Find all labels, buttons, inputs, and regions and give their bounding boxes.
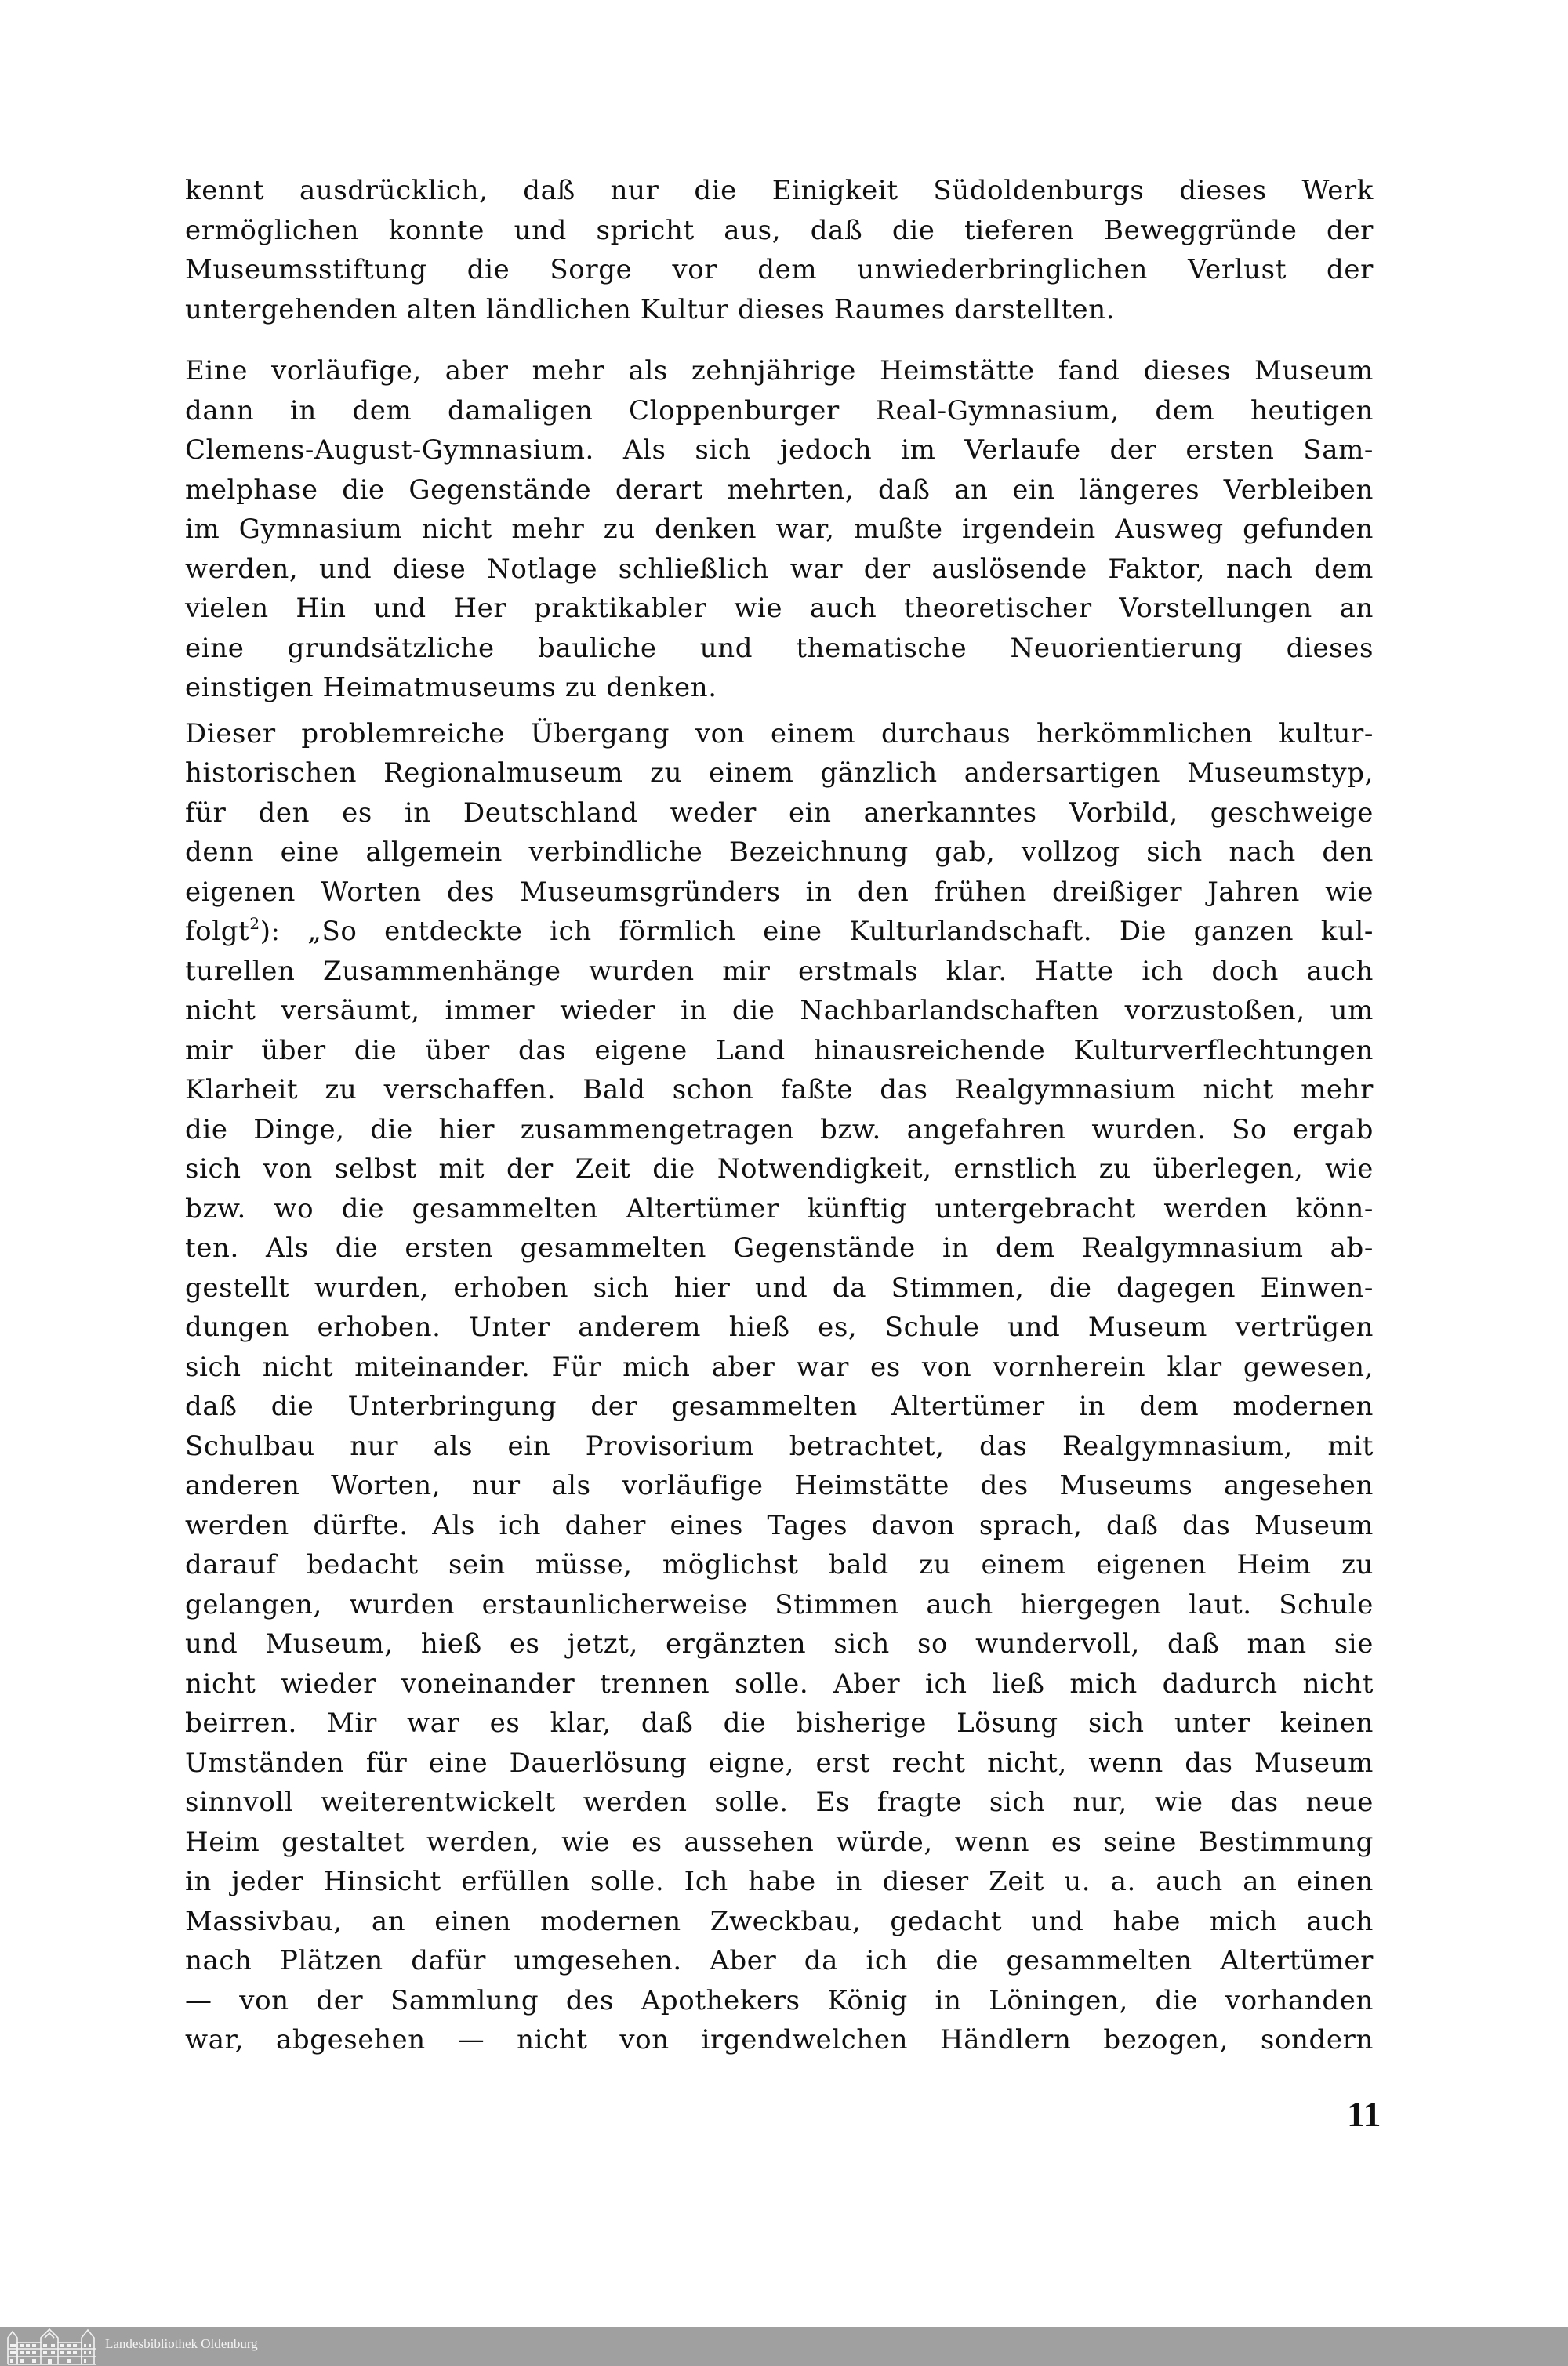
body-text bbox=[185, 171, 1374, 2060]
text-line: sich nicht miteinander. Für mich aber war es von vornherein klar gewesen, bbox=[185, 1351, 1374, 1383]
text-line: melphase die Gegenstände derart mehrten, daß an ein längeres Verbleiben bbox=[185, 474, 1374, 506]
text-line: nicht versäumt, immer wieder in die Nachbarlandschaften vorzustoßen, um bbox=[185, 995, 1374, 1026]
text-line: dungen erhoben. Unter anderem hieß es, Schule und Museum vertrügen bbox=[185, 1312, 1374, 1343]
text-line: Umständen für eine Dauerlösung eigne, erst recht nicht, wenn das Museum bbox=[185, 1747, 1374, 1779]
text-line: kennt ausdrücklich, daß nur die Einigkeit Südoldenburgs dieses Werk bbox=[185, 175, 1374, 206]
text-line: denn eine allgemein verbindliche Bezeichnung gab, vollzog sich nach den bbox=[185, 836, 1374, 868]
text-line: untergehenden alten ländlichen Kultur dieses Raumes darstellten. bbox=[185, 293, 1116, 325]
text-line: ten. Als die ersten gesammelten Gegenstände in dem Realgymnasium ab- bbox=[185, 1232, 1374, 1264]
text-fragment: folgt bbox=[185, 916, 250, 947]
text-line: Dieser problemreiche Übergang von einem durchaus herkömmlichen kultur- bbox=[185, 717, 1374, 749]
footnote-marker[interactable]: 2 bbox=[249, 914, 260, 933]
text-line: im Gymnasium nicht mehr zu denken war, mußte irgendein Ausweg gefunden bbox=[185, 513, 1374, 545]
text-line-with-footnote bbox=[185, 912, 1374, 952]
text-line: Museumsstiftung die Sorge vor dem unwiederbringlichen Verlust der bbox=[185, 254, 1374, 285]
text-line: turellen Zusammenhänge wurden mir erstmals klar. Hatte ich doch auch bbox=[185, 955, 1374, 987]
text-line: und Museum, hieß es jetzt, ergänzten sich so wundervoll, daß man sie bbox=[185, 1628, 1374, 1660]
text-line: Eine vorläufige, aber mehr als zehnjährige Heimstätte fand dieses Museum bbox=[185, 355, 1374, 386]
text-line: Clemens-August-Gymnasium. Als sich jedoch im Verlaufe der ersten Sam- bbox=[185, 434, 1374, 466]
page-number: 11 bbox=[1347, 2094, 1381, 2134]
paragraph-3 bbox=[185, 714, 1374, 2060]
text-line: nicht wieder voneinander trennen solle. Aber ich ließ mich dadurch nicht bbox=[185, 1667, 1374, 1700]
footer-bar bbox=[0, 2327, 1568, 2366]
text-line: werden, und diese Notlage schließlich war der auslösende Faktor, nach dem bbox=[185, 553, 1374, 585]
text-line: die Dinge, die hier zusammengetragen bzw. angefahren wurden. So ergab bbox=[185, 1113, 1374, 1145]
text-line: Schulbau nur als ein Provisorium betrachtet, das Realgymnasium, mit bbox=[185, 1430, 1374, 1462]
text-line: Klarheit zu verschaffen. Bald schon faßte das Realgymnasium nicht mehr bbox=[185, 1074, 1374, 1105]
text-line: — von der Sammlung des Apothekers König in Löningen, die vorhanden bbox=[185, 1984, 1374, 2016]
text-line: ermöglichen konnte und spricht aus, daß die tieferen Beweggründe der bbox=[185, 214, 1374, 246]
text-line: bzw. wo die gesammelten Altertümer künftig untergebracht werden könn- bbox=[185, 1192, 1374, 1225]
paragraph-2 bbox=[185, 351, 1374, 708]
text-line: Massivbau, an einen modernen Zweckbau, gedacht und habe mich auch bbox=[185, 1905, 1374, 1937]
text-line: daß die Unterbringung der gesammelten Altertümer in dem modernen bbox=[185, 1391, 1374, 1422]
text-line: nach Plätzen dafür umgesehen. Aber da ich die gesammelten Altertümer bbox=[185, 1945, 1374, 1976]
text-line: beirren. Mir war es klar, daß die bisherige Lösung sich unter keinen bbox=[185, 1707, 1374, 1739]
text-line: gelangen, wurden erstaunlicherweise Stimmen auch hiergegen laut. Schule bbox=[185, 1588, 1374, 1620]
text-line: gestellt wurden, erhoben sich hier und da Stimmen, die dagegen Einwen- bbox=[185, 1272, 1374, 1304]
text-line: eine grundsätzliche bauliche und thematische Neuorientierung dieses bbox=[185, 632, 1374, 664]
text-line: anderen Worten, nur als vorläufige Heimstätte des Museums angesehen bbox=[185, 1470, 1374, 1501]
text-line: mir über die über das eigene Land hinausreichende Kulturverflechtungen bbox=[185, 1034, 1374, 1066]
library-building-icon bbox=[6, 2327, 97, 2366]
text-line: eigenen Worten des Museumsgründers in den frühen dreißiger Jahren wie bbox=[185, 876, 1374, 908]
text-line: dann in dem damaligen Cloppenburger Real-Gymnasium, dem heutigen bbox=[185, 394, 1374, 426]
text-line: einstigen Heimatmuseums zu denken. bbox=[185, 672, 717, 703]
text-line: werden dürfte. Als ich daher eines Tages davon sprach, daß das Museum bbox=[185, 1509, 1374, 1541]
text-line: historischen Regionalmuseum zu einem gänzlich andersartigen Museumstyp, bbox=[185, 757, 1374, 789]
text-line: sich von selbst mit der Zeit die Notwendigkeit, ernstlich zu überlegen, wie bbox=[185, 1153, 1374, 1185]
text-fragment: ): „So entdeckte ich förmlich eine Kulturlandschaft. Die ganzen kul- bbox=[260, 916, 1374, 947]
text-line: darauf bedacht sein müsse, möglichst bald zu einem eigenen Heim zu bbox=[185, 1549, 1374, 1580]
footer-label: Landesbibliothek Oldenburg bbox=[105, 2336, 258, 2351]
text-line: für den es in Deutschland weder ein anerkanntes Vorbild, geschweige bbox=[185, 797, 1374, 829]
text-line: in jeder Hinsicht erfüllen solle. Ich habe in dieser Zeit u. a. auch an einen bbox=[185, 1866, 1374, 1897]
text-line: vielen Hin und Her praktikabler wie auch theoretischer Vorstellungen an bbox=[185, 593, 1374, 624]
text-line: Heim gestaltet werden, wie es aussehen würde, wenn es seine Bestimmung bbox=[185, 1826, 1374, 1858]
text-line: sinnvoll weiterentwickelt werden solle. Es fragte sich nur, wie das neue bbox=[185, 1787, 1374, 1818]
text-line: war, abgesehen — nicht von irgendwelchen Händlern bezogen, sondern bbox=[185, 2024, 1374, 2056]
paragraph-1 bbox=[185, 171, 1374, 329]
